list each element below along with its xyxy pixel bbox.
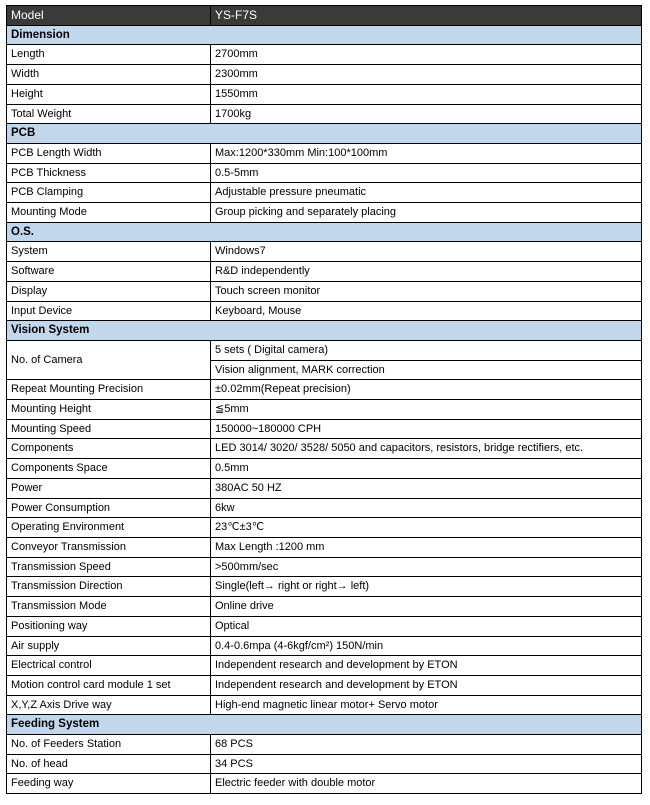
spec-label: Electrical control [7, 656, 211, 676]
spec-value: Max Length :1200 mm [211, 537, 642, 557]
spec-row [7, 262, 642, 282]
spec-value: ±0.02mm(Repeat precision) [211, 380, 642, 400]
spec-label: No. of Feeders Station [7, 735, 211, 755]
spec-value: Independent research and development by ETON [211, 675, 642, 695]
spec-label: Operating Environment [7, 518, 211, 538]
spec-row [7, 65, 642, 85]
spec-table-body [7, 6, 642, 794]
spec-row [7, 636, 642, 656]
spec-row [7, 597, 642, 617]
spec-value: Optical [211, 616, 642, 636]
spec-label: Mounting Mode [7, 203, 211, 223]
spec-label: Software [7, 262, 211, 282]
spec-value: Single(left→ right or right→ left) [211, 577, 642, 597]
spec-label: Conveyor Transmission [7, 537, 211, 557]
spec-value: 0.5-5mm [211, 163, 642, 183]
spec-value: Touch screen monitor [211, 281, 642, 301]
model-header-row [7, 6, 642, 26]
spec-row [7, 163, 642, 183]
section-header-pcb [7, 124, 642, 144]
spec-row [7, 616, 642, 636]
spec-row [7, 380, 642, 400]
spec-row [7, 537, 642, 557]
spec-value: Group picking and separately placing [211, 203, 642, 223]
spec-row [7, 400, 642, 420]
spec-label: Positioning way [7, 616, 211, 636]
spec-label: No. of head [7, 754, 211, 774]
spec-label: Transmission Direction [7, 577, 211, 597]
spec-value: 6kw [211, 498, 642, 518]
section-header-vision-system [7, 321, 642, 341]
spec-row [7, 735, 642, 755]
spec-value: LED 3014/ 3020/ 3528/ 5050 and capacitors, resistors, bridge rectifiers, etc. [211, 439, 642, 459]
spec-row [7, 459, 642, 479]
spec-row [7, 577, 642, 597]
spec-value: Adjustable pressure pneumatic [211, 183, 642, 203]
spec-row [7, 478, 642, 498]
spec-label: Width [7, 65, 211, 85]
spec-value: 34 PCS [211, 754, 642, 774]
spec-label: PCB Length Width [7, 143, 211, 163]
section-title: Feeding System [7, 715, 642, 735]
model-label: Model [7, 6, 211, 26]
spec-label: Mounting Height [7, 400, 211, 420]
spec-row [7, 675, 642, 695]
spec-row [7, 203, 642, 223]
spec-value: >500mm/sec [211, 557, 642, 577]
section-header-o-s [7, 222, 642, 242]
spec-label: Feeding way [7, 774, 211, 794]
spec-row [7, 774, 642, 794]
spec-label: Length [7, 45, 211, 65]
spec-row [7, 242, 642, 262]
spec-table [6, 5, 642, 794]
spec-row [7, 557, 642, 577]
section-title: Vision System [7, 321, 642, 341]
spec-value: Windows7 [211, 242, 642, 262]
spec-value: 68 PCS [211, 735, 642, 755]
spec-value: Independent research and development by ETON [211, 656, 642, 676]
spec-row [7, 656, 642, 676]
section-header-dimension [7, 25, 642, 45]
spec-row [7, 754, 642, 774]
spec-value: ≦5mm [211, 400, 642, 420]
spec-row [7, 419, 642, 439]
spec-value: 5 sets ( Digital camera) [211, 340, 642, 360]
spec-row [7, 143, 642, 163]
spec-value: Vision alignment, MARK correction [211, 360, 642, 380]
spec-label: Components [7, 439, 211, 459]
spec-value: 0.5mm [211, 459, 642, 479]
spec-label: Power Consumption [7, 498, 211, 518]
spec-label: System [7, 242, 211, 262]
section-title: O.S. [7, 222, 642, 242]
spec-label: PCB Clamping [7, 183, 211, 203]
spec-value: Max:1200*330mm Min:100*100mm [211, 143, 642, 163]
spec-value: Online drive [211, 597, 642, 617]
spec-label: Display [7, 281, 211, 301]
spec-label: Total Weight [7, 104, 211, 124]
spec-value: 150000~180000 CPH [211, 419, 642, 439]
spec-label: Air supply [7, 636, 211, 656]
spec-value: 380AC 50 HZ [211, 478, 642, 498]
spec-value: Electric feeder with double motor [211, 774, 642, 794]
spec-row [7, 439, 642, 459]
spec-label: Input Device [7, 301, 211, 321]
spec-value: 2300mm [211, 65, 642, 85]
section-title: Dimension [7, 25, 642, 45]
spec-label: Power [7, 478, 211, 498]
spec-value: High-end magnetic linear motor+ Servo motor [211, 695, 642, 715]
spec-label: Transmission Mode [7, 597, 211, 617]
spec-label: X,Y,Z Axis Drive way [7, 695, 211, 715]
spec-label: Height [7, 84, 211, 104]
spec-row [7, 518, 642, 538]
spec-value: R&D independently [211, 262, 642, 282]
spec-label: Transmission Speed [7, 557, 211, 577]
spec-row [7, 695, 642, 715]
section-header-feeding-system [7, 715, 642, 735]
spec-value: Keyboard, Mouse [211, 301, 642, 321]
spec-row [7, 45, 642, 65]
spec-value: 2700mm [211, 45, 642, 65]
spec-row [7, 183, 642, 203]
spec-value: 0.4-0.6mpa (4-6kgf/cm²) 150N/min [211, 636, 642, 656]
spec-row [7, 340, 642, 360]
spec-label: No. of Camera [7, 340, 211, 379]
spec-row [7, 84, 642, 104]
spec-label: Motion control card module 1 set [7, 675, 211, 695]
spec-row [7, 104, 642, 124]
spec-value: 23℃±3℃ [211, 518, 642, 538]
model-value: YS-F7S [211, 6, 642, 26]
spec-value: 1550mm [211, 84, 642, 104]
spec-row [7, 281, 642, 301]
spec-label: PCB Thickness [7, 163, 211, 183]
spec-label: Repeat Mounting Precision [7, 380, 211, 400]
spec-row [7, 301, 642, 321]
spec-value: 1700kg [211, 104, 642, 124]
spec-label: Mounting Speed [7, 419, 211, 439]
spec-label: Components Space [7, 459, 211, 479]
section-title: PCB [7, 124, 642, 144]
spec-row [7, 498, 642, 518]
